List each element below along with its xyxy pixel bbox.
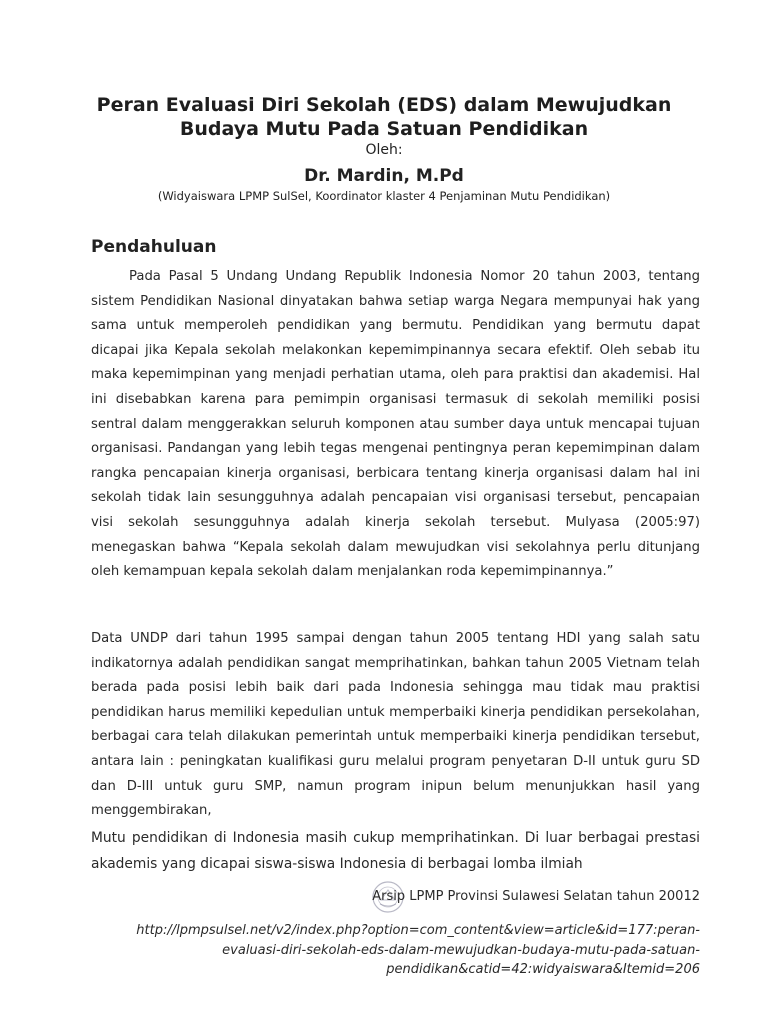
section-heading: Pendahuluan — [91, 237, 217, 257]
paragraph-1: Pada Pasal 5 Undang Undang Republik Indonesia Nomor 20 tahun 2003, tentang sistem Pendidikan Nasional dinyatakan bahwa setiap warga Negara mempunyai hak yang sama untuk memperoleh pendidikan yang bermutu. Pendidikan yang bermutu dapat dicapai jika Kepala sekolah melakonkan kepemimpinannya secara efektif. Oleh sebab itu maka kepemimpinan yang menjadi perhatian utama, oleh para praktisi dan akademisi. Hal ini disebabkan karena para pemimpin organisasi termasuk di sekolah memiliki posisi sentral dalam menggerakkan seluruh komponen atau sumber daya untuk mencapai tujuan organisasi. Pandangan yang lebih tegas mengenai pentingnya peran kepemimpinan dalam rangka pencapaian kinerja organisasi, berbicara tentang kinerja organisasi dalam hal ini sekolah tidak lain sesungguhnya adalah pencapaian visi organisasi tersebut, pencapaian visi sekolah sesungguhnya adalah kinerja sekolah tersebut. Mulyasa (2005:97) menegaskan bahwa “Kepala sekolah dalam mewujudkan visi sekolahnya perlu ditunjang oleh kemampuan kepala sekolah dalam menjalankan roda kepemimpinannya.” — [91, 269, 700, 580]
oleh-label: Oleh: — [365, 142, 403, 158]
author-name: Dr. Mardin, M.Pd — [304, 166, 464, 186]
paragraph-2: Data UNDP dari tahun 1995 sampai dengan tahun 2005 tentang HDI yang salah satu indikatornya adalah pendidikan sangat memprihatinkan, bahkan tahun 2005 Vietnam telah berada pada posisi lebih baik dari pada Indonesia sehingga mau tidak mau praktisi pendidikan harus memiliki kepedulian untuk memperbaiki kinerja pendidikan persekolahan, berbagai cara telah dilakukan pemerintah untuk memperbaiki kinerja pendidikan tersebut, antara lain : peningkatan kualifikasi guru melalui program penyetaran D-II untuk guru SD dan D-III untuk guru SMP, namun program inipun belum menunjukkan hasil yang menggembirakan, — [91, 631, 700, 819]
title-line-1: Peran Evaluasi Diri Sekolah (EDS) dalam Mewujudkan — [96, 94, 672, 116]
title-line-2: Budaya Mutu Pada Satuan Pendidikan — [179, 118, 589, 140]
footer-archive-note: Arsip LPMP Provinsi Sulawesi Selatan tahun 20012 — [372, 889, 700, 904]
footer-source-url[interactable]: http://lpmpsulsel.net/v2/index.php?option=com_content&view=article&id=177:peran-evaluasi-diri-sekolah-eds-dalam-mewujudkan-budaya-mutu-pada-satuan-pendidikan&catid=42:widyaiswara&Itemid=206 — [136, 923, 700, 977]
author-affiliation: (Widyaiswara LPMP SulSel, Koordinator klaster 4 Penjaminan Mutu Pendidikan) — [157, 189, 611, 203]
paragraph-3: Mutu pendidikan di Indonesia masih cukup memprihatinkan. Di luar berbagai prestasi akademis yang dicapai siswa-siswa Indonesia di berbagai lomba ilmiah — [91, 830, 700, 872]
